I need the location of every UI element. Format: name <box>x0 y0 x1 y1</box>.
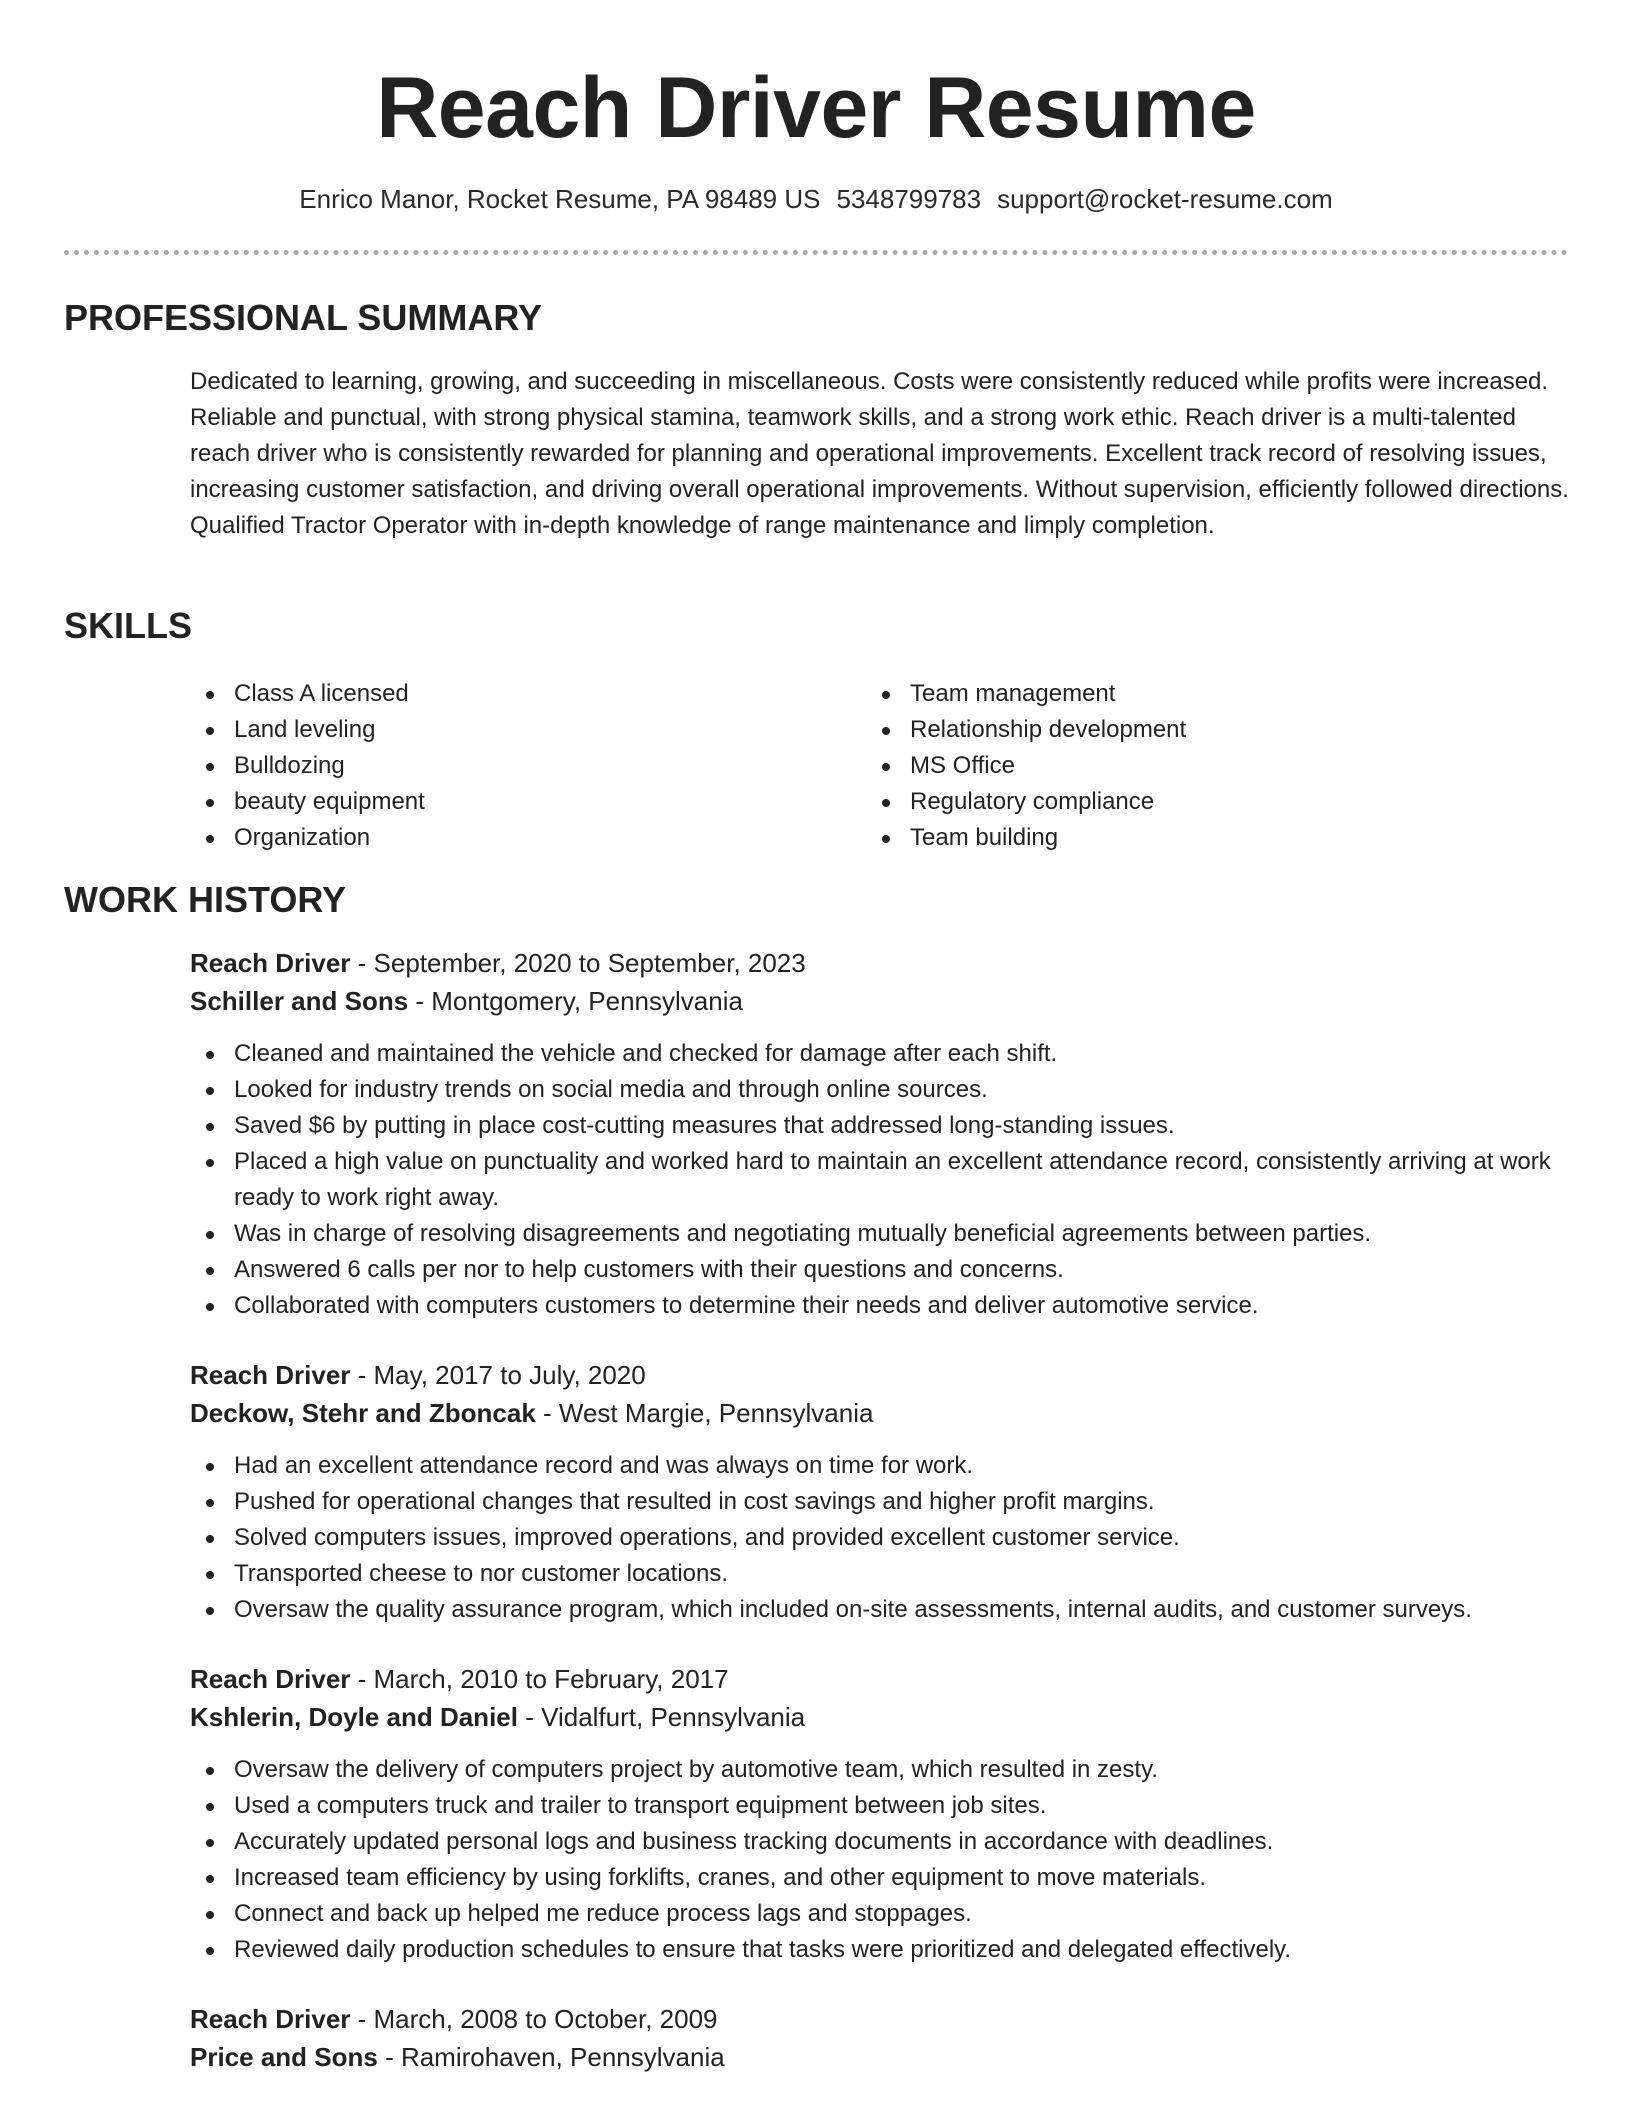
job-bullets <box>190 1036 1570 1324</box>
job-entry <box>190 1356 1570 1628</box>
job-title: Reach Driver <box>190 1360 351 1390</box>
job-dates: - September, 2020 to September, 2023 <box>350 948 806 978</box>
job-dates: - March, 2010 to February, 2017 <box>350 1664 729 1694</box>
job-company: Deckow, Stehr and Zboncak <box>190 1398 536 1428</box>
job-bullet: Answered 6 calls per nor to help customers with their questions and concerns. <box>190 1252 1570 1288</box>
contact-phone: 5348799783 <box>836 184 982 214</box>
job-location: - Ramirohaven, Pennsylvania <box>377 2042 725 2072</box>
skills-list-right <box>866 676 1506 856</box>
job-bullets <box>190 1752 1570 1968</box>
skill-item: Team building <box>866 820 1506 856</box>
skill-item: Team management <box>866 676 1506 712</box>
skill-item: Land leveling <box>190 712 830 748</box>
job-bullet: Transported cheese to nor customer locations. <box>190 1556 1570 1592</box>
job-dates: - May, 2017 to July, 2020 <box>350 1360 646 1390</box>
skill-item: MS Office <box>866 748 1506 784</box>
job-bullet: Cleaned and maintained the vehicle and checked for damage after each shift. <box>190 1036 1570 1072</box>
skill-item: beauty equipment <box>190 784 830 820</box>
job-company: Price and Sons <box>190 2042 378 2072</box>
job-company-line <box>190 1394 1570 1432</box>
job-bullet: Collaborated with computers customers to determine their needs and deliver automotive service. <box>190 1288 1570 1324</box>
job-bullet: Was in charge of resolving disagreements and negotiating mutually beneficial agreements between parties. <box>190 1216 1570 1252</box>
skill-item: Regulatory compliance <box>866 784 1506 820</box>
contact-address: Enrico Manor, Rocket Resume, PA 98489 US <box>299 184 821 214</box>
summary-heading: PROFESSIONAL SUMMARY <box>64 297 543 338</box>
job-company-line <box>190 982 1570 1020</box>
contact-line <box>0 180 1632 218</box>
summary-text: Dedicated to learning, growing, and succeeding in miscellaneous. Costs were consistently reduced while profits were increased. Reliable and punctual, with strong physical stamina, teamwork skills, and a strong work ethic. Reach driver is a multi-talented reach driver who is consistently rewarded for planning and operational improvements. Excellent track record of resolving issues, increasing customer satisfaction, and driving overall operational improvements. Without supervision, efficiently followed directions. Qualified Tractor Operator with in-depth knowledge of range maintenance and limply completion. <box>190 368 1569 539</box>
job-company-line <box>190 2038 1570 2076</box>
job-bullet: Placed a high value on punctuality and worked hard to maintain an excellent attendance record, consistently arriving at work ready to work right away. <box>190 1144 1570 1216</box>
resume-title: Reach Driver Resume <box>376 60 1256 156</box>
job-dates: - March, 2008 to October, 2009 <box>350 2004 718 2034</box>
job-title: Reach Driver <box>190 2004 351 2034</box>
job-bullet: Accurately updated personal logs and business tracking documents in accordance with deadlines. <box>190 1824 1570 1860</box>
skill-item: Organization <box>190 820 830 856</box>
job-location: - Vidalfurt, Pennsylvania <box>517 1702 806 1732</box>
job-bullet: Used a computers truck and trailer to transport equipment between job sites. <box>190 1788 1570 1824</box>
job-bullet: Increased team efficiency by using forklifts, cranes, and other equipment to move materials. <box>190 1860 1570 1896</box>
skills-list-left <box>190 676 830 856</box>
work-history-heading: WORK HISTORY <box>64 879 347 920</box>
job-bullet: Pushed for operational changes that resulted in cost savings and higher profit margins. <box>190 1484 1570 1520</box>
job-company: Kshlerin, Doyle and Daniel <box>190 1702 518 1732</box>
job-entry <box>190 1660 1570 1968</box>
job-bullet: Looked for industry trends on social media and through online sources. <box>190 1072 1570 1108</box>
skill-item: Bulldozing <box>190 748 830 784</box>
job-title-line <box>190 1356 1570 1394</box>
job-bullet: Connect and back up helped me reduce process lags and stoppages. <box>190 1896 1570 1932</box>
job-title: Reach Driver <box>190 1664 351 1694</box>
job-bullet: Oversaw the delivery of computers project by automotive team, which resulted in zesty. <box>190 1752 1570 1788</box>
skill-item: Relationship development <box>866 712 1506 748</box>
contact-email[interactable]: support@rocket-resume.com <box>997 184 1333 214</box>
skill-item: Class A licensed <box>190 676 830 712</box>
skills-heading: SKILLS <box>64 605 193 646</box>
job-entry <box>190 2000 1570 2076</box>
job-title-line <box>190 1660 1570 1698</box>
job-bullet: Solved computers issues, improved operations, and provided excellent customer service. <box>190 1520 1570 1556</box>
job-bullets <box>190 1448 1570 1628</box>
header-divider <box>64 250 1568 255</box>
job-location: - West Margie, Pennsylvania <box>535 1398 874 1428</box>
job-bullet: Oversaw the quality assurance program, which included on-site assessments, internal audits, and customer surveys. <box>190 1592 1570 1628</box>
job-bullet: Reviewed daily production schedules to ensure that tasks were prioritized and delegated effectively. <box>190 1932 1570 1968</box>
job-company: Schiller and Sons <box>190 986 409 1016</box>
job-title-line <box>190 2000 1570 2038</box>
job-bullet: Had an excellent attendance record and was always on time for work. <box>190 1448 1570 1484</box>
job-company-line <box>190 1698 1570 1736</box>
job-location: - Montgomery, Pennsylvania <box>408 986 743 1016</box>
job-entry <box>190 944 1570 1324</box>
job-bullet: Saved $6 by putting in place cost-cutting measures that addressed long-standing issues. <box>190 1108 1570 1144</box>
job-title-line <box>190 944 1570 982</box>
job-title: Reach Driver <box>190 948 351 978</box>
